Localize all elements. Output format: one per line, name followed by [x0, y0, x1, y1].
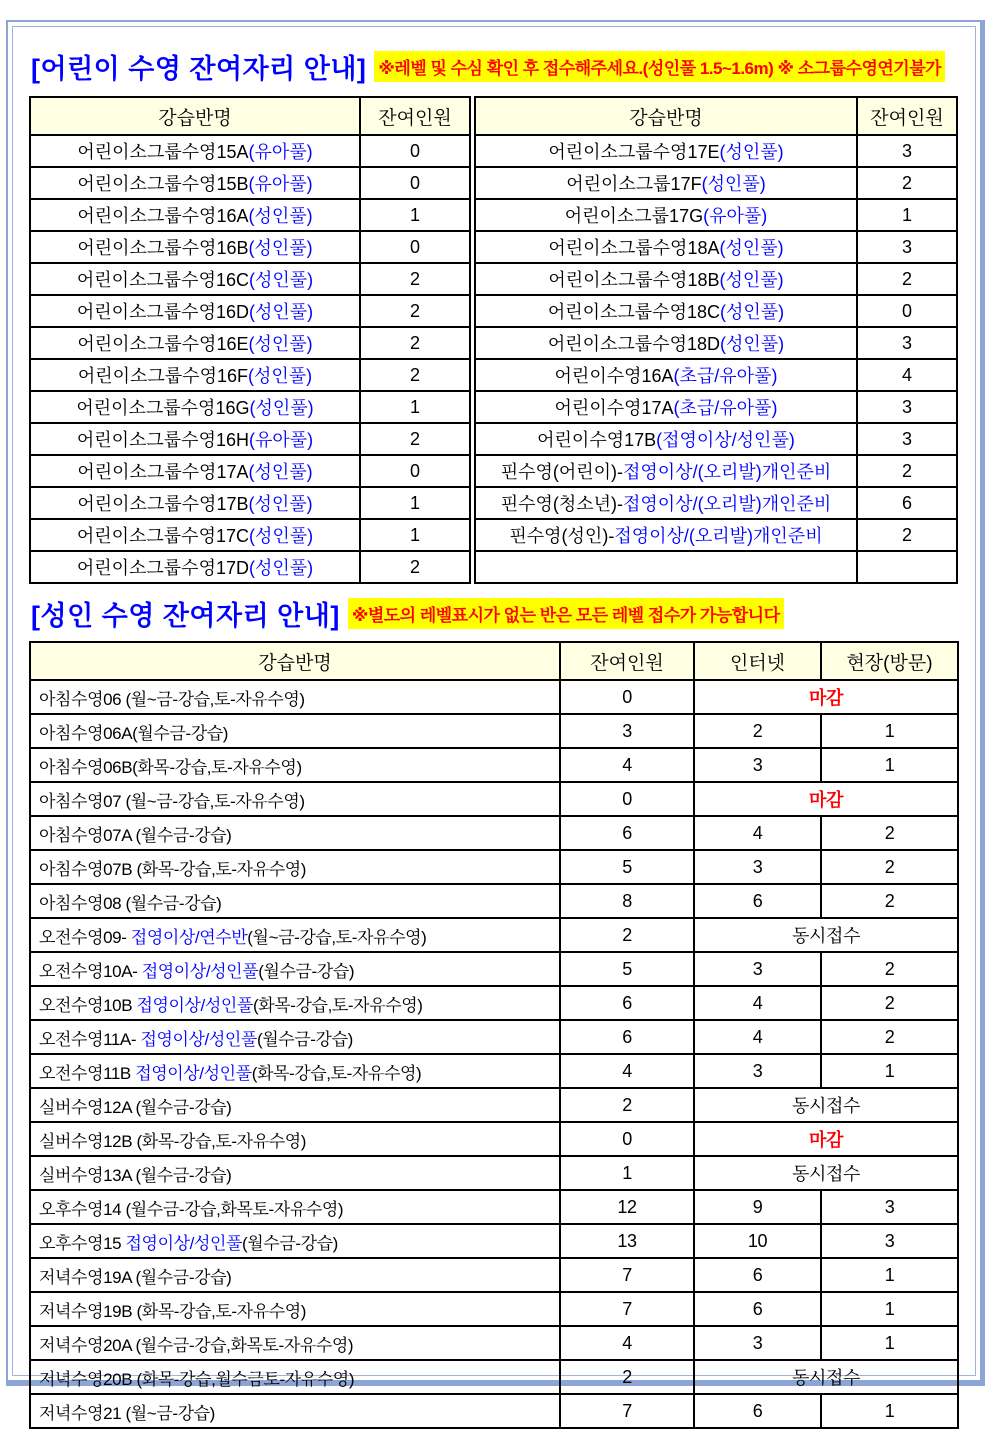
class-level-text: (성인풀) — [248, 462, 313, 482]
table-row — [475, 263, 957, 295]
status-cell: 동시접수 — [694, 1360, 958, 1394]
class-name-text: 어린이소그룹수영16D — [76, 302, 249, 322]
table-row — [30, 1360, 958, 1394]
class-name-text: 어린이소그룹수영17A — [77, 462, 249, 482]
remaining-count-cell: 2 — [360, 551, 470, 583]
remaining-count-cell: 2 — [857, 519, 957, 551]
class-name-cell — [30, 714, 560, 748]
class-level-text: (유아풀) — [248, 142, 313, 162]
class-name-text: 어린이소그룹수영16A — [77, 206, 249, 226]
remaining-count-cell: 1 — [360, 519, 470, 551]
class-name-text: 핀수영(성인)- — [509, 526, 615, 546]
class-level-text: (유아풀) — [248, 430, 314, 450]
class-name-cell — [30, 1394, 560, 1428]
table-row — [475, 519, 957, 551]
column-header-remaining: 잔여인원 — [857, 97, 957, 135]
class-name-cell — [30, 359, 360, 391]
table-row — [30, 986, 958, 1020]
class-name-cell — [30, 918, 560, 952]
class-level-text: (성인풀) — [248, 494, 313, 514]
remaining-count-cell: 4 — [560, 1054, 694, 1088]
class-name-cell — [30, 551, 360, 583]
children-section-title: [어린이 수영 잔여자리 안내] — [31, 54, 367, 84]
remaining-count-cell: 3 — [857, 423, 957, 455]
internet-count-cell: 6 — [694, 884, 821, 918]
class-name-text: 어린이소그룹수영17E — [548, 142, 720, 162]
table-row — [30, 519, 470, 551]
onsite-count-cell: 2 — [821, 816, 958, 850]
table-row — [30, 1258, 958, 1292]
class-name-text: 아침수영08 (월수금-강습) — [39, 893, 222, 913]
children-table-left — [29, 96, 471, 584]
internet-count-cell: 6 — [694, 1394, 821, 1428]
remaining-count-cell: 2 — [560, 1360, 694, 1394]
class-level-text: (초급/유아풀) — [673, 398, 778, 418]
class-level-text: 접영이상/성인풀 — [136, 995, 253, 1015]
class-name-cell — [30, 199, 360, 231]
class-name-cell — [475, 327, 857, 359]
table-row — [30, 455, 470, 487]
table-row — [30, 1122, 958, 1156]
table-row — [30, 1156, 958, 1190]
children-table-right — [474, 96, 958, 584]
table-row — [30, 782, 958, 816]
class-level-text: 접영이상/성인풀 — [135, 1063, 252, 1083]
internet-count-cell: 4 — [694, 1020, 821, 1054]
column-header-class-name: 강습반명 — [30, 97, 360, 135]
class-level-text: (성인풀) — [248, 526, 314, 546]
class-name-cell — [30, 263, 360, 295]
remaining-count-cell: 1 — [857, 199, 957, 231]
class-name-text: 아침수영07B (화목-강습,토-자유수영) — [39, 859, 307, 879]
class-level-text: 접영이상/(오리발)개인준비 — [614, 526, 823, 546]
internet-count-cell: 4 — [694, 816, 821, 850]
table-row — [30, 1054, 958, 1088]
class-name-text: 저녁수영20A (월수금-강습,화목토-자유수영) — [39, 1335, 354, 1355]
class-level-text: (초급/유아풀) — [673, 366, 778, 386]
class-name-cell — [475, 391, 857, 423]
column-header-remaining: 잔여인원 — [360, 97, 470, 135]
internet-count-cell: 6 — [694, 1258, 821, 1292]
class-level-text: 접영이상/성인풀 — [125, 1233, 243, 1253]
class-name-text: 오후수영14 (월수금-강습,화목토-자유수영) — [39, 1199, 344, 1219]
remaining-count-cell: 13 — [560, 1224, 694, 1258]
table-row — [30, 1326, 958, 1360]
remaining-count-cell: 6 — [560, 816, 694, 850]
remaining-count-cell: 3 — [857, 391, 957, 423]
class-name-text: 저녁수영20B (화목-강습,월수금토-자유수영) — [39, 1369, 355, 1389]
class-level-text: (성인풀) — [248, 302, 314, 322]
onsite-count-cell: 1 — [821, 1054, 958, 1088]
class-name-cell — [475, 359, 857, 391]
children-section-header — [31, 47, 975, 86]
remaining-count-cell: 4 — [560, 748, 694, 782]
table-row — [30, 167, 470, 199]
remaining-count-cell: 2 — [360, 263, 470, 295]
status-cell: 마감 — [694, 782, 958, 816]
status-cell: 동시접수 — [694, 1156, 958, 1190]
internet-count-cell: 3 — [694, 952, 821, 986]
class-name-text: 오전수영11A- — [39, 1029, 141, 1049]
table-row — [30, 850, 958, 884]
class-name-text: 오전수영11B — [39, 1063, 136, 1083]
class-name-cell — [475, 263, 857, 295]
remaining-count-cell: 1 — [360, 391, 470, 423]
class-name-cell — [30, 423, 360, 455]
class-name-text: 저녁수영19A (월수금-강습) — [39, 1267, 232, 1287]
class-name-text: 어린이수영17B — [537, 430, 657, 450]
remaining-count-cell: 2 — [560, 918, 694, 952]
internet-count-cell: 3 — [694, 748, 821, 782]
class-name-cell — [475, 199, 857, 231]
table-row — [475, 167, 957, 199]
remaining-count-cell: 8 — [560, 884, 694, 918]
onsite-count-cell: 3 — [821, 1190, 958, 1224]
table-row — [30, 952, 958, 986]
class-name-cell — [30, 1292, 560, 1326]
table-row — [30, 1190, 958, 1224]
class-name-text: (월수금-강습) — [256, 1029, 353, 1049]
table-row — [30, 918, 958, 952]
table-row — [30, 487, 470, 519]
status-cell: 동시접수 — [694, 918, 958, 952]
remaining-count-cell: 0 — [360, 167, 470, 199]
column-header-class-name: 강습반명 — [475, 97, 857, 135]
table-row — [30, 327, 470, 359]
onsite-count-cell: 2 — [821, 850, 958, 884]
remaining-count-cell: 2 — [857, 455, 957, 487]
class-name-cell — [475, 135, 857, 167]
adult-table — [29, 641, 959, 1429]
table-row — [475, 391, 957, 423]
internet-count-cell: 6 — [694, 1292, 821, 1326]
onsite-count-cell: 1 — [821, 1292, 958, 1326]
class-name-cell — [30, 391, 360, 423]
class-name-text: 어린이소그룹수영17B — [77, 494, 249, 514]
class-name-cell — [475, 455, 857, 487]
table-row — [30, 1088, 958, 1122]
onsite-count-cell: 1 — [821, 1258, 958, 1292]
class-level-text: 접영이상/성인풀 — [141, 961, 259, 981]
class-name-cell — [30, 748, 560, 782]
table-row — [30, 231, 470, 263]
table-row — [30, 884, 958, 918]
remaining-count-cell: 2 — [360, 295, 470, 327]
remaining-count-cell: 12 — [560, 1190, 694, 1224]
class-name-cell — [475, 519, 857, 551]
onsite-count-cell: 2 — [821, 1020, 958, 1054]
class-level-text: 접영이상/(오리발)개인준비 — [623, 462, 832, 482]
class-level-text: 접영이상/(오리발)개인준비 — [623, 494, 832, 514]
class-level-text: (성인풀) — [719, 302, 785, 322]
remaining-count-cell: 2 — [360, 359, 470, 391]
class-name-text: 오후수영15 — [39, 1233, 126, 1253]
class-name-text: 어린이소그룹수영16G — [76, 398, 250, 418]
remaining-count-cell: 0 — [560, 680, 694, 714]
onsite-count-cell: 2 — [821, 952, 958, 986]
table-row — [30, 135, 470, 167]
remaining-count-cell: 3 — [560, 714, 694, 748]
table-row — [30, 391, 470, 423]
class-name-cell — [30, 1190, 560, 1224]
internet-count-cell: 3 — [694, 850, 821, 884]
page-border-frame — [6, 20, 985, 1423]
children-table-right-header-row — [475, 97, 957, 135]
table-row — [475, 487, 957, 519]
class-name-text: 아침수영07A (월수금-강습) — [39, 825, 232, 845]
class-name-text: 실버수영12A (월수금-강습) — [39, 1097, 232, 1117]
remaining-count-cell: 6 — [560, 1020, 694, 1054]
remaining-count-cell: 3 — [857, 327, 957, 359]
class-level-text: (유아풀) — [703, 206, 768, 226]
column-header-onsite: 현장(방문) — [821, 642, 958, 680]
table-row — [475, 199, 957, 231]
table-row — [30, 1394, 958, 1428]
children-table — [29, 96, 975, 584]
class-level-text: (유아풀) — [248, 174, 313, 194]
table-row — [30, 423, 470, 455]
remaining-count-cell: 0 — [360, 231, 470, 263]
status-cell: 동시접수 — [694, 1088, 958, 1122]
class-level-text: (성인풀) — [248, 206, 313, 226]
class-name-cell — [30, 816, 560, 850]
onsite-count-cell: 1 — [821, 748, 958, 782]
remaining-count-cell: 2 — [857, 167, 957, 199]
class-name-text: 어린이소그룹수영18B — [548, 270, 720, 290]
class-level-text: (성인풀) — [247, 366, 313, 386]
internet-count-cell: 3 — [694, 1326, 821, 1360]
class-level-text: (성인풀) — [701, 174, 766, 194]
class-level-text: (성인풀) — [719, 270, 784, 290]
internet-count-cell: 9 — [694, 1190, 821, 1224]
class-name-text: (월수금-강습) — [258, 961, 355, 981]
table-row — [475, 551, 957, 583]
class-name-text: 어린이소그룹수영15B — [77, 174, 249, 194]
class-name-cell — [475, 487, 857, 519]
class-level-text: (성인풀) — [719, 142, 784, 162]
status-cell: 마감 — [694, 680, 958, 714]
table-row — [475, 423, 957, 455]
class-level-text: (성인풀) — [248, 238, 313, 258]
table-row — [30, 295, 470, 327]
remaining-count-cell: 0 — [360, 455, 470, 487]
status-cell: 마감 — [694, 1122, 958, 1156]
children-section-note: ※레벨 및 수심 확인 후 접수해주세요.(성인풀 1.5~1.6m) ※ 소그룹수영연기불가 — [374, 51, 945, 82]
adult-section-note: ※별도의 레벨표시가 없는 반은 모든 레벨 접수가 가능합니다 — [348, 598, 784, 629]
class-name-text: (화목-강습,토-자유수영) — [251, 1063, 422, 1083]
table-row — [30, 263, 470, 295]
table-row — [30, 359, 470, 391]
remaining-count-cell: 5 — [560, 850, 694, 884]
class-name-cell — [30, 1020, 560, 1054]
table-row — [475, 135, 957, 167]
class-name-text: 오전수영10B — [39, 995, 137, 1015]
class-name-text: 어린이소그룹수영16F — [77, 366, 248, 386]
remaining-count-cell: 4 — [560, 1326, 694, 1360]
class-level-text: (성인풀) — [719, 238, 784, 258]
table-row — [30, 199, 470, 231]
class-name-text: (화목-강습,토-자유수영) — [252, 995, 423, 1015]
internet-count-cell: 2 — [694, 714, 821, 748]
class-level-text: (성인풀) — [719, 334, 785, 354]
class-name-cell — [30, 850, 560, 884]
class-name-cell — [475, 231, 857, 263]
class-name-text: 어린이소그룹수영18A — [548, 238, 720, 258]
onsite-count-cell: 2 — [821, 986, 958, 1020]
class-name-text: 어린이소그룹수영17C — [76, 526, 249, 546]
internet-count-cell: 10 — [694, 1224, 821, 1258]
class-name-cell — [30, 952, 560, 986]
onsite-count-cell: 3 — [821, 1224, 958, 1258]
class-name-cell — [475, 551, 857, 583]
class-name-text: (월수금-강습) — [242, 1233, 338, 1253]
class-name-cell — [30, 1360, 560, 1394]
class-name-text: 어린이소그룹17G — [564, 206, 704, 226]
class-name-text: 저녁수영21 (월~금-강습) — [39, 1403, 215, 1423]
onsite-count-cell: 2 — [821, 884, 958, 918]
remaining-count-cell: 3 — [857, 231, 957, 263]
remaining-count-cell: 3 — [857, 135, 957, 167]
class-name-text: 핀수영(청소년)- — [500, 494, 624, 514]
class-name-text: 어린이소그룹수영15A — [77, 142, 249, 162]
class-name-cell — [30, 1258, 560, 1292]
class-name-text: 어린이수영17A — [554, 398, 674, 418]
column-header-remaining: 잔여인원 — [560, 642, 694, 680]
class-name-cell — [30, 1122, 560, 1156]
remaining-count-cell: 2 — [560, 1088, 694, 1122]
table-row — [475, 359, 957, 391]
onsite-count-cell: 1 — [821, 1394, 958, 1428]
onsite-count-cell: 1 — [821, 714, 958, 748]
class-name-cell — [30, 1088, 560, 1122]
class-name-cell — [30, 455, 360, 487]
remaining-count-cell: 6 — [560, 986, 694, 1020]
table-row — [30, 1292, 958, 1326]
onsite-count-cell: 1 — [821, 1326, 958, 1360]
table-row — [30, 1020, 958, 1054]
class-level-text: (성인풀) — [248, 334, 313, 354]
remaining-count-cell: 0 — [360, 135, 470, 167]
class-name-cell — [475, 423, 857, 455]
class-name-text: 어린이소그룹수영16E — [77, 334, 249, 354]
class-name-text: 오전수영09- — [39, 927, 131, 947]
internet-count-cell: 4 — [694, 986, 821, 1020]
class-name-cell — [475, 295, 857, 327]
class-name-cell — [475, 167, 857, 199]
remaining-count-cell: 0 — [857, 295, 957, 327]
class-name-text: 아침수영06B(화목-강습,토-자유수영) — [39, 757, 302, 777]
remaining-count-cell: 5 — [560, 952, 694, 986]
remaining-count-cell: 1 — [360, 487, 470, 519]
class-name-text: 실버수영12B (화목-강습,토-자유수영) — [39, 1131, 307, 1151]
remaining-count-cell: 7 — [560, 1394, 694, 1428]
class-name-cell — [30, 782, 560, 816]
class-name-text: 어린이소그룹수영16B — [77, 238, 249, 258]
class-level-text: (성인풀) — [248, 270, 314, 290]
remaining-count-cell: 2 — [360, 423, 470, 455]
class-name-text: 아침수영07 (월~금-강습,토-자유수영) — [39, 791, 305, 811]
remaining-count-cell: 7 — [560, 1292, 694, 1326]
class-name-text: 오전수영10A- — [39, 961, 142, 981]
class-level-text: 접영이상/연수반 — [130, 927, 248, 947]
table-row — [30, 816, 958, 850]
remaining-count-cell: 2 — [857, 263, 957, 295]
column-header-internet: 인터넷 — [694, 642, 821, 680]
class-name-cell — [30, 295, 360, 327]
table-row — [475, 327, 957, 359]
class-name-cell — [30, 327, 360, 359]
class-name-cell — [30, 884, 560, 918]
table-row — [475, 295, 957, 327]
adult-section-title: [성인 수영 잔여자리 안내] — [31, 601, 340, 631]
adult-section-header — [31, 594, 975, 633]
table-row — [30, 714, 958, 748]
adult-table-header-row — [30, 642, 958, 680]
class-name-text: 어린이소그룹17F — [566, 174, 702, 194]
class-name-cell — [30, 1156, 560, 1190]
table-row — [30, 551, 470, 583]
table-row — [30, 1224, 958, 1258]
remaining-count-cell: 6 — [857, 487, 957, 519]
class-name-cell — [30, 1054, 560, 1088]
children-table-left-header-row — [30, 97, 470, 135]
class-level-text: 접영이상/성인풀 — [140, 1029, 257, 1049]
class-name-cell — [30, 135, 360, 167]
class-name-text: 어린이소그룹수영16H — [76, 430, 249, 450]
remaining-count-cell: 7 — [560, 1258, 694, 1292]
class-name-cell — [30, 680, 560, 714]
class-name-cell — [30, 986, 560, 1020]
class-level-text: (성인풀) — [248, 558, 314, 578]
class-level-text: (접영이상/성인풀) — [656, 430, 795, 450]
column-header-class-name: 강습반명 — [30, 642, 560, 680]
class-name-text: 어린이소그룹수영16C — [76, 270, 249, 290]
class-name-cell — [30, 519, 360, 551]
internet-count-cell: 3 — [694, 1054, 821, 1088]
remaining-count-cell — [857, 551, 957, 583]
remaining-count-cell: 2 — [360, 327, 470, 359]
class-name-text: 핀수영(어린이)- — [500, 462, 624, 482]
class-name-text: 어린이소그룹수영18C — [547, 302, 720, 322]
remaining-count-cell: 4 — [857, 359, 957, 391]
class-name-cell — [30, 167, 360, 199]
table-row — [475, 231, 957, 263]
class-name-text: 아침수영06A(월수금-강습) — [39, 723, 229, 743]
class-name-text: 어린이소그룹수영17D — [76, 558, 249, 578]
remaining-count-cell: 0 — [560, 1122, 694, 1156]
table-row — [475, 455, 957, 487]
class-name-text: 어린이수영16A — [554, 366, 674, 386]
class-name-text: 저녁수영19B (화목-강습,토-자유수영) — [39, 1301, 307, 1321]
class-name-cell — [30, 231, 360, 263]
table-row — [30, 748, 958, 782]
class-name-text: 아침수영06 (월~금-강습,토-자유수영) — [39, 689, 305, 709]
class-name-text: 어린이소그룹수영18D — [547, 334, 720, 354]
class-name-cell — [30, 1326, 560, 1360]
class-name-text: 실버수영13A (월수금-강습) — [39, 1165, 232, 1185]
remaining-count-cell: 1 — [360, 199, 470, 231]
class-name-cell — [30, 487, 360, 519]
remaining-count-cell: 0 — [560, 782, 694, 816]
class-level-text: (성인풀) — [249, 398, 314, 418]
class-name-cell — [30, 1224, 560, 1258]
class-name-text: (월~금-강습,토-자유수영) — [247, 927, 427, 947]
table-row — [30, 680, 958, 714]
remaining-count-cell: 1 — [560, 1156, 694, 1190]
page-content — [12, 26, 976, 1423]
